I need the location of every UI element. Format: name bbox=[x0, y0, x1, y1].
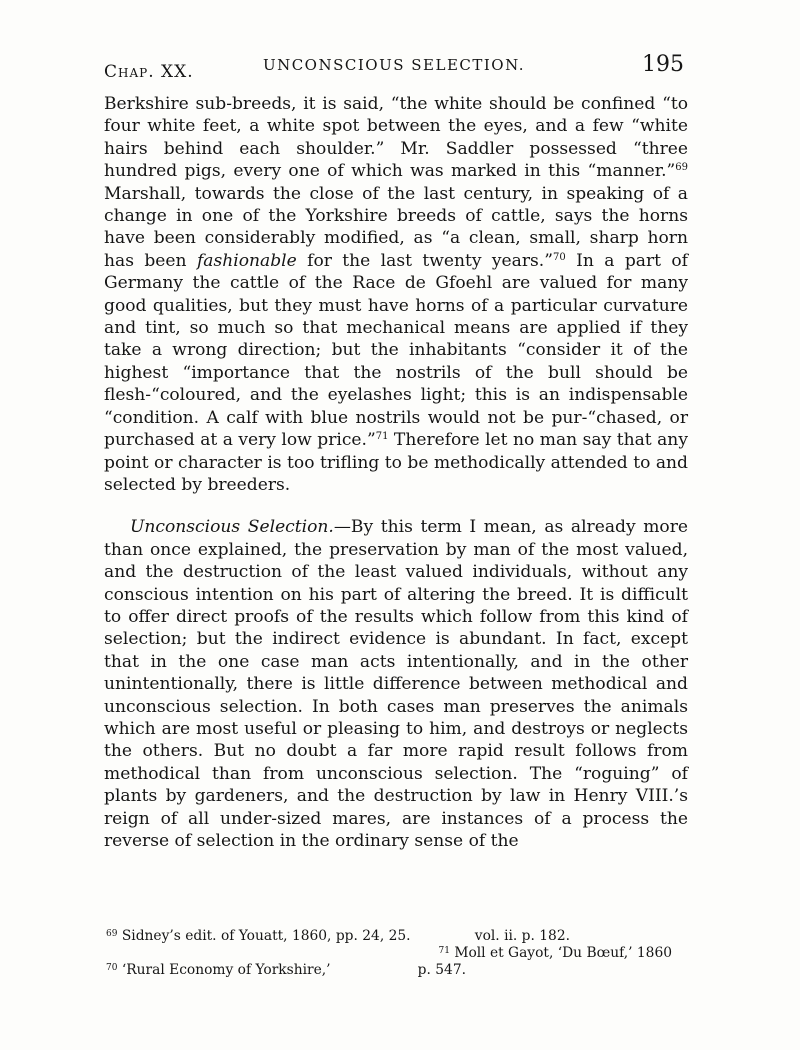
fn-text-69: Sidney’s edit. of Youatt, 1860, pp. 24, 25. bbox=[117, 928, 411, 944]
body-text bbox=[104, 93, 688, 852]
fn-mark-69: 69 bbox=[106, 929, 118, 939]
p1-text-4: In a part of Germany the cattle of the Race de Gfoehl are valued for many good qualities, but they must have horns of a particular curvature and tint, so much so that mechanical means are applied if they take a wrong direction; but the inhabitants “consider it of the highest “importance that the nostrils of the bull should be flesh-“coloured, and the eyelashes light; this is an indispensable “condition. A calf with blue nostrils would not be pur-“chased, or purchased at a very low price.” bbox=[104, 250, 689, 451]
p1-text-5: Therefore let no man say that any point or character is too trifling to be methodically attended to and selected by breeders. bbox=[104, 430, 688, 495]
paragraph-1 bbox=[104, 93, 688, 496]
footnote-69 bbox=[106, 928, 690, 945]
footnote-ref-71: 71 bbox=[375, 431, 389, 443]
fn-mark-71: 71 bbox=[438, 945, 450, 956]
chapter-label: Chap. XX. bbox=[104, 62, 194, 82]
fn-mark-70: 70 bbox=[106, 962, 118, 973]
p1-text-3: for the last twenty years.” bbox=[296, 250, 553, 271]
page-header bbox=[100, 52, 688, 84]
fn-69-continuation: vol. ii. p. 182. bbox=[474, 928, 570, 944]
footnote-71 bbox=[106, 945, 672, 962]
footnote-70 bbox=[106, 962, 690, 979]
fn-70-continuation: p. 547. bbox=[417, 961, 466, 978]
page-number: 195 bbox=[642, 52, 684, 77]
p2-text: —By this term I mean, as already more than once explained, the preservation by man of the most valued, and the destruction of the least valued individuals, without any conscious intention on his part of altering the breed. It is difficult to offer direct proofs of the results which follow from this kind of selection; but the indirect evidence is abundant. In fact, except that in the one case man acts intentionally, and in the other unintentionally, there is little difference between methodical and unconscious selection. In both cases man preserves the animals which are most useful or pleasing to him, and destroys or neglects the others. But no doubt a far more rapid result follows from methodical than from unconscious selection. The “roguing” of plants by gardeners, and the destruction by law in Henry VIII.’s reign of all under-sized mares, are instances of a process the reverse of selection in the ordinary sense of the bbox=[104, 517, 688, 851]
p1-text-2: Marshall, towards the close of the last century, in speaking of a change in one of the Yorkshire breeds of cattle, says the horns have been considerably modified, as “a clean, small, sharp horn has been bbox=[104, 183, 688, 271]
footnote-ref-70: 70 bbox=[552, 251, 566, 263]
paragraph-2 bbox=[104, 516, 688, 852]
italic-word: fashionable bbox=[196, 250, 297, 271]
footnote-ref-69: 69 bbox=[675, 162, 688, 174]
p1-text-1: Berkshire sub-breeds, it is said, “the white should be confined “to four white feet, a white spot between the eyes, and a few “white hairs behind each shoulder.” Mr. Saddler possessed “three hundred pigs, every one of which was marked in this “manner.” bbox=[104, 94, 688, 182]
fn-text-70: ‘Rural Economy of Yorkshire,’ bbox=[117, 961, 331, 978]
footnotes bbox=[106, 928, 690, 978]
fn-text-71: Moll et Gayot, ‘Du Bœuf,’ 1860 bbox=[449, 944, 672, 961]
running-title: UNCONSCIOUS SELECTION. bbox=[262, 56, 526, 74]
section-heading: Unconscious Selection. bbox=[130, 517, 334, 538]
